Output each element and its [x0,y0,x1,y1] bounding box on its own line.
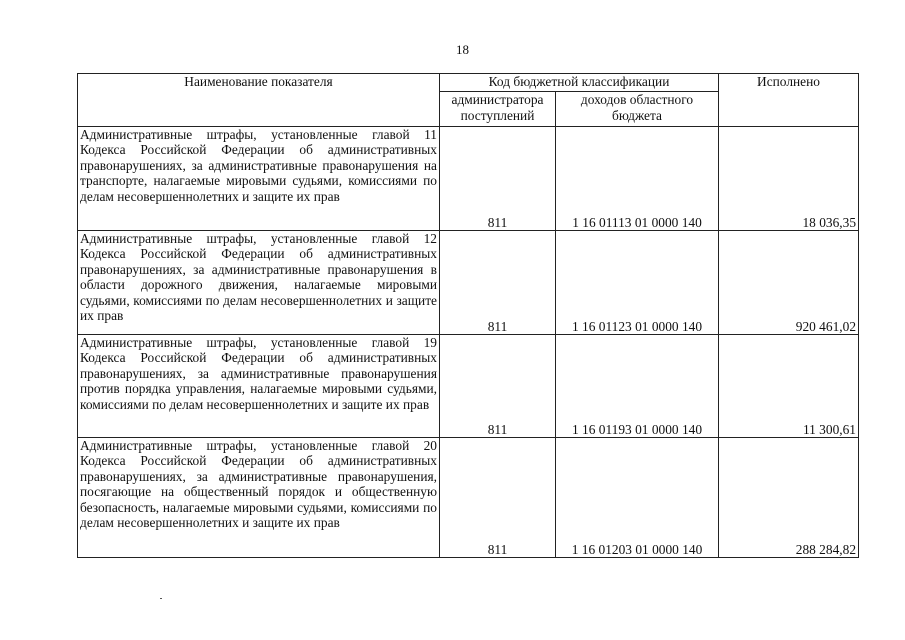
row-administrator-code: 811 [440,231,556,335]
row-executed-amount: 11 300,61 [719,335,859,438]
row-revenue-code: 1 16 01193 01 0000 140 [556,335,719,438]
row-administrator-code: 811 [440,335,556,438]
table-row [78,231,859,335]
header-executed: Исполнено [719,74,859,127]
row-executed-amount: 288 284,82 [719,438,859,558]
page-number: 18 [456,42,469,57]
header-indicator-name: Наименование показателя [78,74,440,127]
budget-table [77,73,859,558]
scan-speck [160,598,162,599]
row-revenue-code: 1 16 01123 01 0000 140 [556,231,719,335]
row-administrator-code: 811 [440,127,556,231]
table-header [78,74,859,127]
row-indicator-name: Административные штрафы, установленные главой 20 Кодекса Российской Федерации об административных правонарушениях, за административные правонарушения, посягающие на общественный порядок и общественную безопасность, налагаемые мировыми судьями, комиссиями по делам несовершеннолетних и защите их прав [78,438,440,558]
table-row [78,127,859,231]
row-indicator-name: Административные штрафы, установленные главой 12 Кодекса Российской Федерации об административных правонарушениях, за административные правонарушения в области дорожного движения, налагаемые мировыми судьями, комиссиями по делам несовершеннолетних и защите их прав [78,231,440,335]
row-revenue-code: 1 16 01113 01 0000 140 [556,127,719,231]
header-regional-budget-revenue: доходов областного бюджета [556,92,719,127]
table-row [78,335,859,438]
table-row [78,438,859,558]
row-indicator-name: Административные штрафы, установленные главой 19 Кодекса Российской Федерации об административных правонарушениях, за административные правонарушения против порядка управления, налагаемые мировыми судьями, комиссиями по делам несовершеннолетних и защите их прав [78,335,440,438]
row-administrator-code: 811 [440,438,556,558]
row-executed-amount: 920 461,02 [719,231,859,335]
row-indicator-name: Административные штрафы, установленные главой 11 Кодекса Российской Федерации об административных правонарушениях, за административные правонарушения на транспорте, налагаемые мировыми судьями, комиссиями по делам несовершеннолетних и защите их прав [78,127,440,231]
row-revenue-code: 1 16 01203 01 0000 140 [556,438,719,558]
header-budget-classification-code: Код бюджетной классификации [440,74,719,92]
row-executed-amount: 18 036,35 [719,127,859,231]
header-administrator: администратора поступлений [440,92,556,127]
